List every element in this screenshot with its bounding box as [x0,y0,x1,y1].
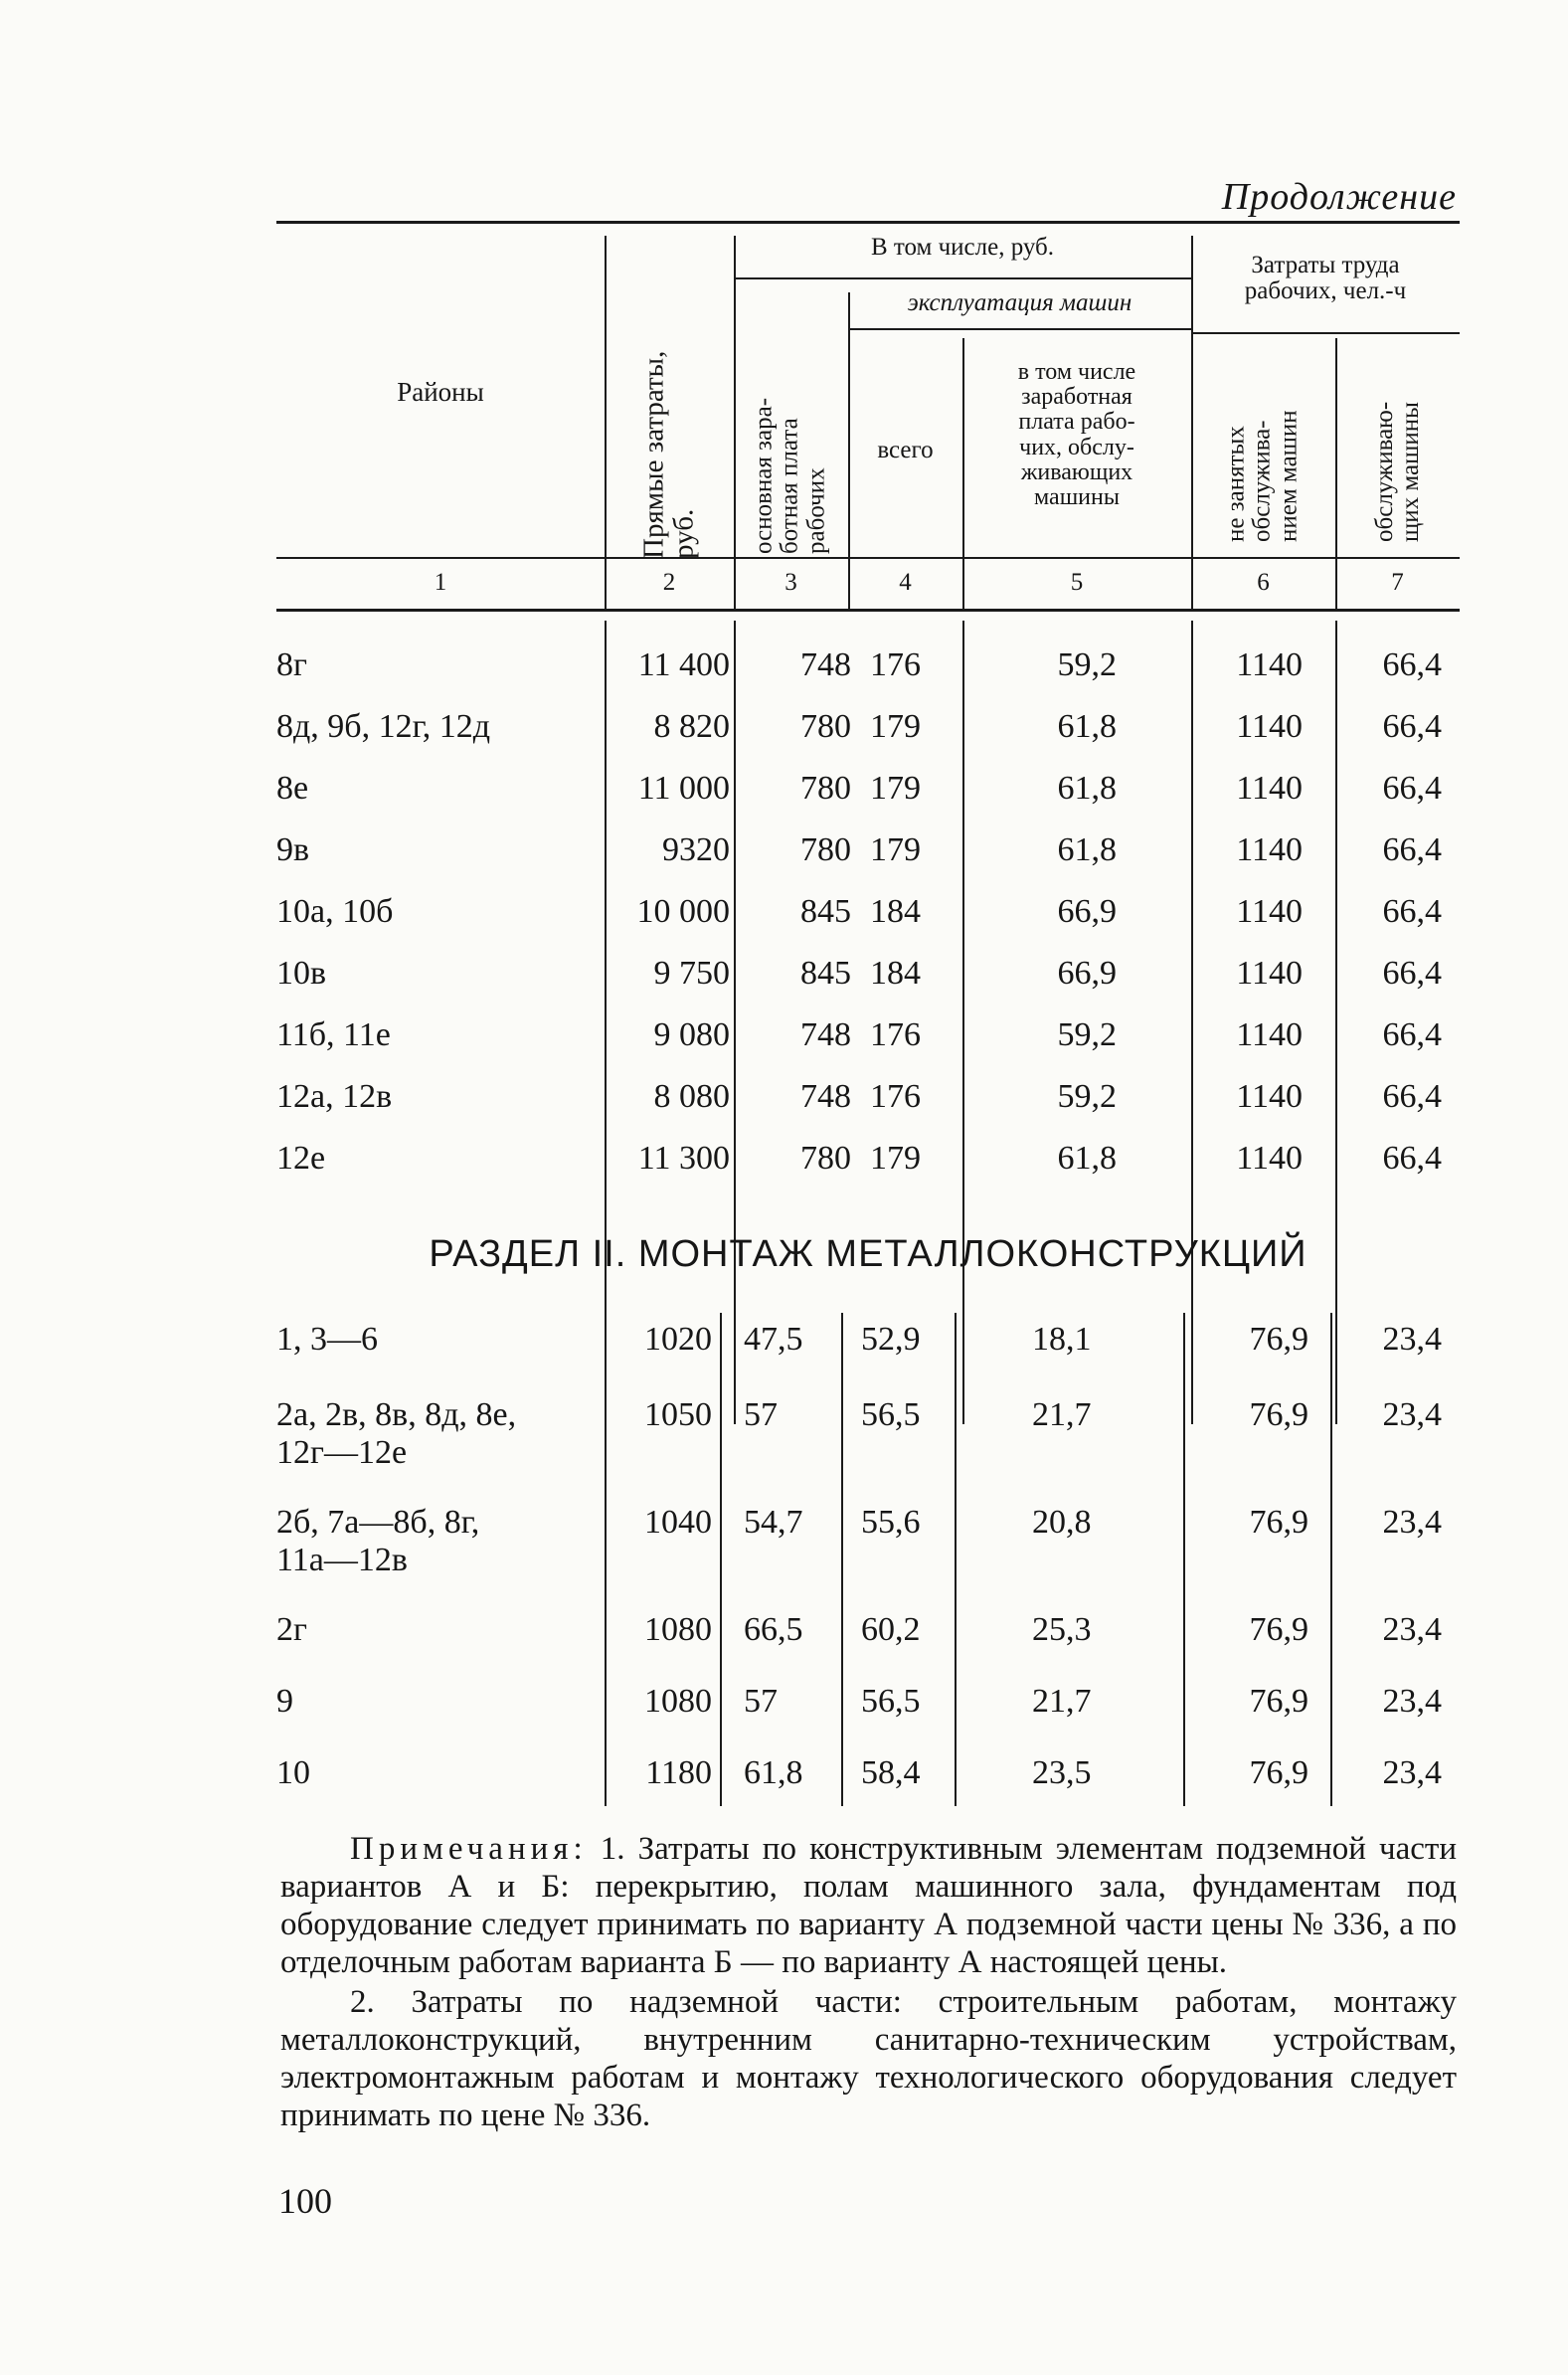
cell-labor-not-servicing: 76,9 [1249,1321,1308,1358]
table-row [276,1128,1460,1189]
cell-labor-servicing: 66,4 [1382,1078,1442,1115]
cell-basic-wage: 54,7 [744,1504,803,1541]
cell-region-continued: 12г—12е [276,1434,408,1471]
table-row [276,696,1460,758]
notes-label: Примечания: [350,1831,588,1867]
cell-direct-costs: 8 820 [653,708,730,745]
column-number: 6 [1257,569,1270,596]
cell-labor-not-servicing: 76,9 [1249,1683,1308,1720]
cell-machine-wage: 61,8 [1057,770,1117,807]
cell-direct-costs: 10 000 [636,893,730,930]
cell-region: 8д, 9б, 12г, 12д [276,708,491,745]
cell-region: 9 [276,1683,293,1720]
table-row [276,758,1460,820]
cell-labor-servicing: 66,4 [1382,955,1442,992]
cell-machine-wage: 66,9 [1057,955,1117,992]
cell-labor-not-servicing: 1140 [1236,708,1303,745]
cell-machine-wage: 59,2 [1057,1016,1117,1053]
column-number: 5 [1070,569,1084,596]
cell-machine-wage: 23,5 [1032,1754,1092,1791]
header-not-servicing: не занятых обслужива- нием машин [1222,410,1303,542]
cell-direct-costs: 11 400 [637,646,730,683]
cell-machine-wage: 18,1 [1032,1321,1092,1358]
header-labor-costs: Затраты труда рабочих, чел.-ч [1244,252,1407,305]
header-machine-operation: эксплуатация машин [907,289,1132,316]
header-basic-wage: основная зара- ботная плата рабочих [750,397,830,554]
cell-region: 11б, 11е [276,1016,391,1053]
header-total: всего [877,437,934,463]
header-including: В том числе, руб. [870,234,1055,261]
header-bottom-rule [276,557,1460,559]
table-top-rule [276,221,1460,224]
header-servicing: обслуживаю- щих машины [1370,401,1424,542]
cell-labor-not-servicing: 1140 [1236,1140,1303,1177]
table-row [276,1066,1460,1128]
cell-direct-costs: 1020 [644,1321,712,1358]
cell-basic-wage: 780 [800,1140,851,1177]
cell-labor-not-servicing: 1140 [1236,955,1303,992]
section-title: РАЗДЕЛ II. МОНТАЖ МЕТАЛЛОКОНСТРУКЦИЙ [429,1233,1307,1275]
cell-machine-total: 176 [870,1016,921,1053]
continuation-label: Продолжение [1221,176,1457,218]
cell-direct-costs: 9 750 [653,955,730,992]
cell-machine-total: 176 [870,1078,921,1115]
header-divider [734,277,1191,279]
cell-labor-not-servicing: 76,9 [1249,1754,1308,1791]
table-row [276,1671,1460,1742]
table-row [276,943,1460,1005]
cell-basic-wage: 780 [800,708,851,745]
cell-direct-costs: 1080 [644,1683,712,1720]
cell-labor-not-servicing: 1140 [1236,1016,1303,1053]
header-direct-costs: Прямые затраты, руб. [637,350,700,559]
cell-machine-total: 184 [870,955,921,992]
cell-labor-servicing: 66,4 [1382,646,1442,683]
column-number: 1 [434,569,447,596]
header-divider [1191,332,1460,334]
cell-basic-wage: 748 [800,1078,851,1115]
column-number: 7 [1391,569,1404,596]
cell-region: 10в [276,955,327,992]
cell-region-continued: 11а—12в [276,1542,408,1578]
cell-region: 12а, 12в [276,1078,393,1115]
table-row [276,1005,1460,1066]
cell-direct-costs: 9 080 [653,1016,730,1053]
cell-labor-not-servicing: 76,9 [1249,1504,1308,1541]
cell-direct-costs: 11 000 [637,770,730,807]
cell-machine-total: 58,4 [861,1754,921,1791]
column-divider [734,236,736,609]
header-wage-machine-workers: в том числе заработная плата рабо- чих, обслу- живающих машины [1017,359,1136,510]
table-row [276,1599,1460,1671]
table-row [276,881,1460,943]
table-row [276,635,1460,696]
cell-basic-wage: 57 [744,1683,778,1720]
cell-region: 9в [276,831,310,868]
cell-machine-wage: 20,8 [1032,1504,1092,1541]
cell-labor-servicing: 66,4 [1382,1016,1442,1053]
cell-machine-wage: 59,2 [1057,646,1117,683]
cell-labor-not-servicing: 1140 [1236,646,1303,683]
cell-labor-servicing: 23,4 [1382,1754,1442,1791]
cell-machine-wage: 21,7 [1032,1683,1092,1720]
cell-direct-costs: 1180 [645,1754,712,1791]
table-row [276,1309,1460,1388]
note-1-text: 1. Затраты по конструктивным элементам подземной части вариантов А и Б: перекрытию, полам машинного зала, фундаментам под оборудование следует принимать по варианту А подземной части цены № 336, а по отделочным работам варианта Б — по варианту А настоящей цены. [280,1831,1458,1980]
cell-basic-wage: 780 [800,831,851,868]
cell-labor-not-servicing: 76,9 [1249,1611,1308,1648]
cell-labor-servicing: 66,4 [1382,708,1442,745]
cell-labor-servicing: 23,4 [1382,1611,1442,1648]
table-row [276,1492,1460,1601]
cell-labor-not-servicing: 1140 [1236,831,1303,868]
cell-machine-total: 60,2 [861,1611,921,1648]
notes [280,1830,1457,2136]
table-row [276,1742,1460,1814]
cell-labor-servicing: 66,4 [1382,831,1442,868]
column-numbers-rule [276,609,1460,612]
cell-region: 10а, 10б [276,893,394,930]
cell-labor-servicing: 66,4 [1382,1140,1442,1177]
cell-labor-servicing: 66,4 [1382,893,1442,930]
cell-direct-costs: 8 080 [653,1078,730,1115]
cell-machine-total: 56,5 [861,1396,921,1433]
cell-machine-wage: 59,2 [1057,1078,1117,1115]
cell-region: 2б, 7а—8б, 8г, [276,1504,480,1541]
cell-direct-costs: 1050 [644,1396,712,1433]
cell-machine-total: 179 [870,708,921,745]
cell-machine-total: 179 [870,831,921,868]
cell-basic-wage: 780 [800,770,851,807]
cell-basic-wage: 748 [800,1016,851,1053]
table-row [276,1384,1460,1494]
cell-region: 1, 3—6 [276,1321,378,1358]
cell-labor-not-servicing: 76,9 [1249,1396,1308,1433]
header-divider [848,328,1191,330]
cell-labor-not-servicing: 1140 [1236,1078,1303,1115]
cell-machine-wage: 25,3 [1032,1611,1092,1648]
cell-machine-wage: 61,8 [1057,831,1117,868]
cell-labor-not-servicing: 1140 [1236,770,1303,807]
cell-basic-wage: 61,8 [744,1754,803,1791]
header-regions: Районы [397,377,484,407]
table-row [276,820,1460,881]
cell-region: 2г [276,1611,307,1648]
cell-labor-servicing: 23,4 [1382,1396,1442,1433]
cell-labor-servicing: 66,4 [1382,770,1442,807]
cell-machine-total: 52,9 [861,1321,921,1358]
cell-machine-total: 179 [870,1140,921,1177]
cell-region: 12е [276,1140,326,1177]
cell-labor-servicing: 23,4 [1382,1321,1442,1358]
cell-direct-costs: 1080 [644,1611,712,1648]
cell-region: 8г [276,646,307,683]
cell-machine-total: 55,6 [861,1504,921,1541]
cell-machine-total: 179 [870,770,921,807]
cell-basic-wage: 57 [744,1396,778,1433]
cell-labor-servicing: 23,4 [1382,1683,1442,1720]
cell-machine-total: 56,5 [861,1683,921,1720]
cell-labor-servicing: 23,4 [1382,1504,1442,1541]
cell-basic-wage: 845 [800,955,851,992]
column-number: 4 [899,569,912,596]
column-number: 3 [784,569,797,596]
note-2: 2. Затраты по надземной части: строительным работам, монтажу металлоконструкций, внутренним санитарно-техническим устройствам, электромонтажным работам и монтажу технологического оборудования следует принимать по цене № 336. [280,1984,1457,2133]
cell-basic-wage: 47,5 [744,1321,803,1358]
column-number: 2 [662,569,676,596]
cell-basic-wage: 748 [800,646,851,683]
cell-machine-total: 176 [870,646,921,683]
cell-machine-wage: 61,8 [1057,708,1117,745]
note-1 [280,1830,1457,1981]
cell-region: 10 [276,1754,310,1791]
cell-direct-costs: 9320 [662,831,730,868]
cell-machine-wage: 61,8 [1057,1140,1117,1177]
page-number: 100 [278,2181,332,2221]
column-divider [605,236,607,609]
cell-basic-wage: 66,5 [744,1611,803,1648]
cell-direct-costs: 11 300 [637,1140,730,1177]
cell-machine-total: 184 [870,893,921,930]
cell-machine-wage: 66,9 [1057,893,1117,930]
cell-region: 2а, 2в, 8в, 8д, 8е, [276,1396,517,1433]
cell-labor-not-servicing: 1140 [1236,893,1303,930]
cell-machine-wage: 21,7 [1032,1396,1092,1433]
cell-direct-costs: 1040 [644,1504,712,1541]
cell-basic-wage: 845 [800,893,851,930]
cell-region: 8е [276,770,309,807]
